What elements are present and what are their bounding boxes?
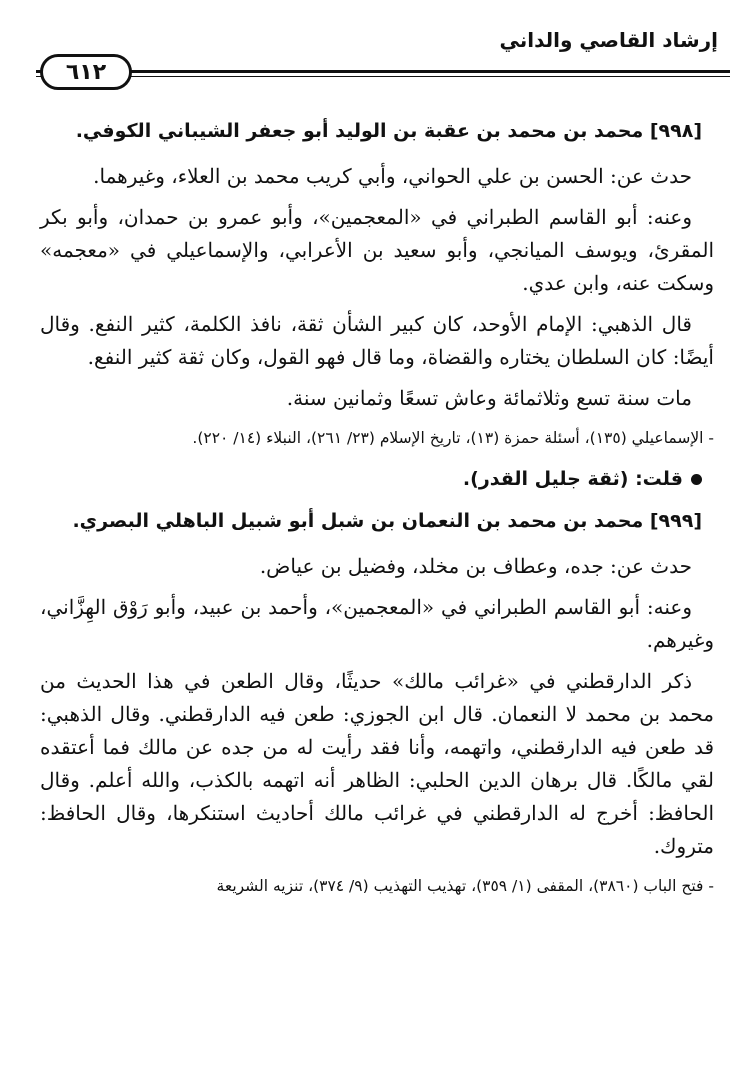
entry-title: [٩٩٩] محمد بن محمد بن النعمان بن شبل أبو شبيل الباهلي البصري. bbox=[72, 510, 702, 532]
source-note: - الإسماعيلي (١٣٥)، أسئلة حمزة (١٣)، تاريخ الإسلام (٢٣/ ٢٦١)، النبلاء (١٤/ ٢٢٠). bbox=[192, 429, 714, 447]
author-comment bbox=[40, 463, 702, 496]
page-content bbox=[40, 114, 714, 911]
header-rule bbox=[36, 70, 730, 73]
biography-entry-998 bbox=[40, 114, 714, 496]
entry-paragraph: مات سنة تسع وثلاثمائة وعاش تسعًا وثمانين سنة. bbox=[286, 386, 692, 410]
entry-paragraph: ذكر الدارقطني في «غرائب مالك» حديثًا، وقال الطعن في هذا الحديث من محمد بن محمد لا النعمان. قال ابن الجوزي: طعن فيه الدارقطني. وقال الذهبي: قد طعن فيه الدارقطني، واتهمه، وأنا فقد رأيت له من جده عن مالك فما أعتقده لقي مالكًا. قال برهان الدين الحلبي: الظاهر أنه اتهمه بالكذب، والله أعلم. وقال الحافظ: أخرج له الدارقطني في غرائب مالك أحاديث استنكرها، وقال الحافظ: متروك. bbox=[40, 669, 714, 858]
entry-title: [٩٩٨] محمد بن محمد بن عقبة بن الوليد أبو جعفر الشيباني الكوفي. bbox=[75, 120, 702, 142]
entry-paragraph: حدث عن: جده، وعطاف بن مخلد، وفضيل بن عياض. bbox=[259, 554, 692, 578]
page-number: ٦١٢ bbox=[65, 59, 107, 85]
page-number-badge bbox=[40, 54, 132, 90]
bullet-icon bbox=[691, 474, 702, 485]
entry-paragraph: حدث عن: الحسن بن علي الحواني، وأبي كريب محمد بن العلاء، وغيرهما. bbox=[93, 164, 692, 188]
running-header-title: إرشاد القاصي والداني bbox=[499, 28, 718, 52]
biography-entry-999 bbox=[40, 504, 714, 901]
source-note: - فتح الباب (٣٨٦٠)، المقفى (١/ ٣٥٩)، تهذيب التهذيب (٩/ ٣٧٤)، تنزيه الشريعة bbox=[216, 877, 714, 895]
header-rule-thin bbox=[36, 76, 730, 77]
entry-paragraph: قال الذهبي: الإمام الأوحد، كان كبير الشأن ثقة، نافذ الكلمة، كثير النفع. وقال أيضًا: كان السلطان يختاره والقضاة، وما قال فهو القول، وكان ثقة كثير النفع. bbox=[40, 312, 714, 369]
author-comment-text: قلت: (ثقة جليل القدر). bbox=[462, 468, 683, 490]
entry-paragraph: وعنه: أبو القاسم الطبراني في «المعجمين»، وأبو عمرو بن حمدان، وأبو بكر المقرئ، ويوسف الميانجي، وأبو سعيد بن الأعرابي، والإسماعيلي في «معجمه» وسكت عنه، وابن عدي. bbox=[40, 205, 714, 295]
entry-paragraph: وعنه: أبو القاسم الطبراني في «المعجمين»، وأحمد بن عبيد، وأبو رَوْق الهِزَّاني، وغيرهم. bbox=[40, 595, 714, 652]
